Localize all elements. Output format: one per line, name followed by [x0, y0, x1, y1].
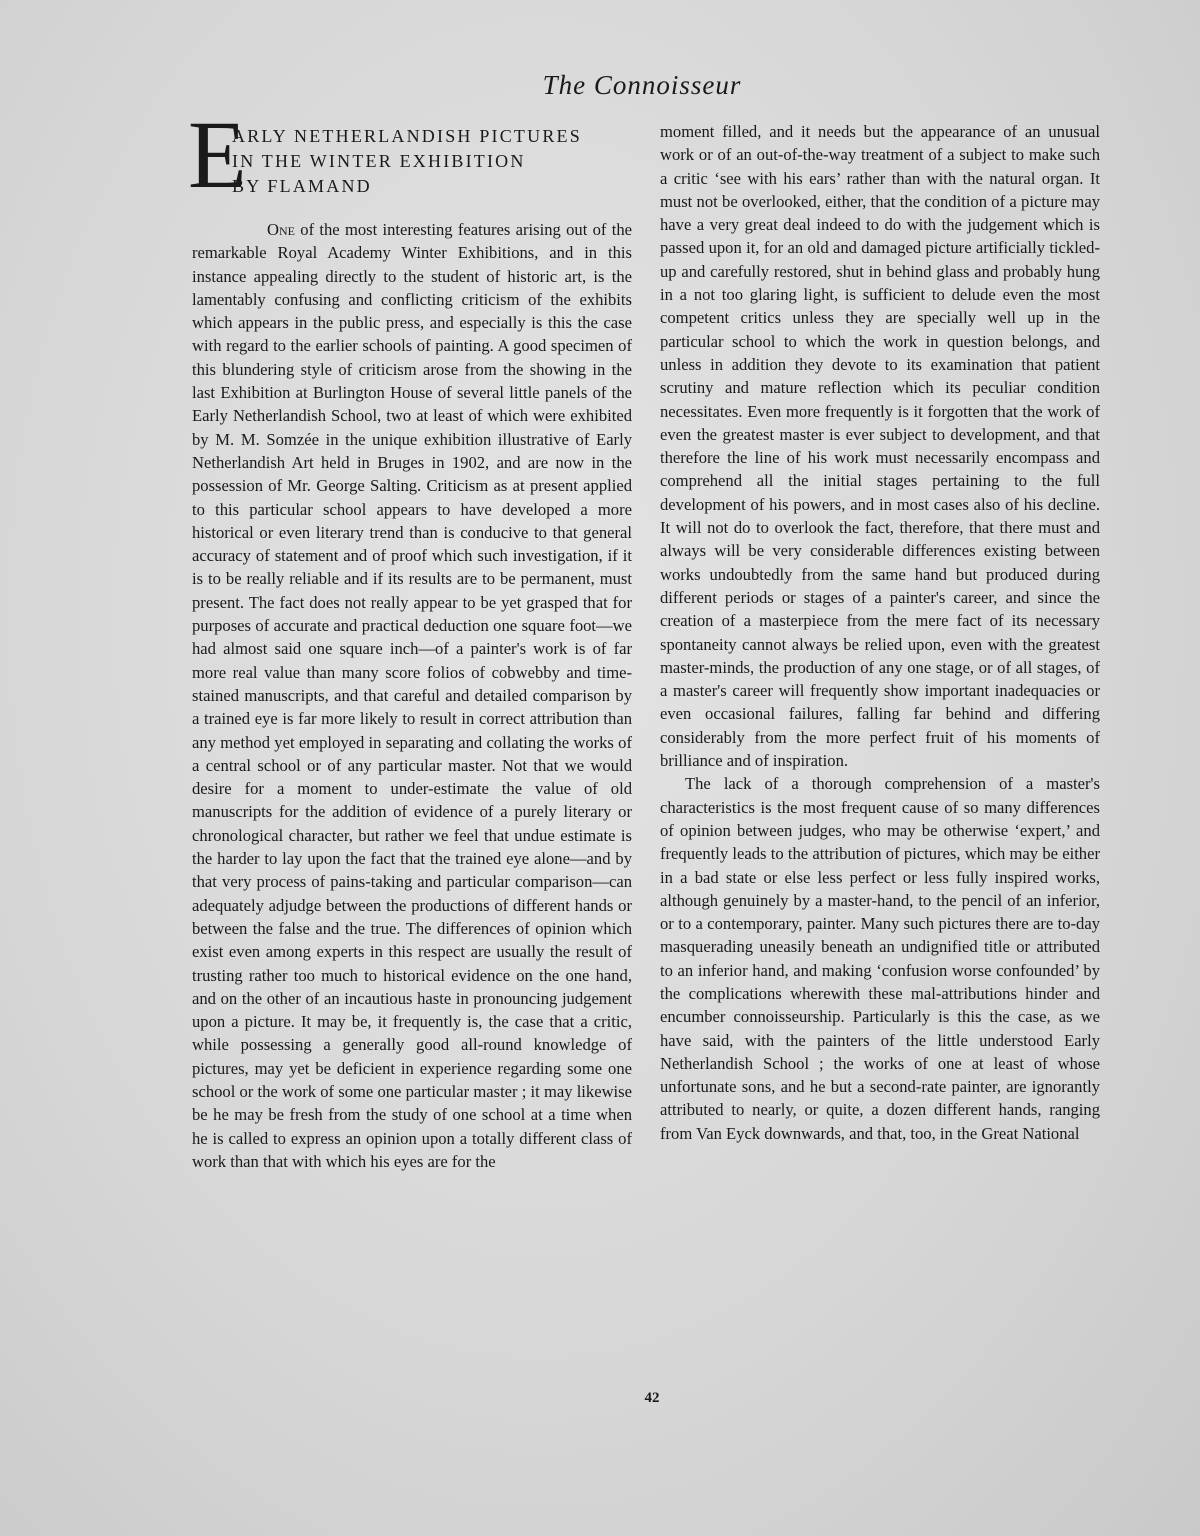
page-number: 42: [644, 1390, 660, 1406]
first-word: One: [267, 220, 295, 239]
left-column: [188, 101, 632, 1173]
title-line-1: ARLY NETHERLANDISH PICTURES: [232, 126, 582, 146]
article-title: [188, 101, 632, 208]
title-line-2: IN THE WINTER EXHIBITION: [232, 151, 526, 171]
paragraph-1-text: of the most interesting features arising out of the remarkable Royal Academy Winter Exhibitions, and in this instance appealing directly to the student of historic art, is the lamentably confusing and conflicting criticism of the exhibits which appears in the public press, and especially is this the case with regard to the earlier schools of painting. A good specimen of this blundering style of criticism arose from the showing in the last Exhibition at Burlington House of several little panels of the Early Netherlandish School, two at least of which were exhibited by M. M. Somzée in the unique exhibition illustrative of Early Netherlandish Art held in Bruges in 1902, and are now in the possession of Mr. George Salting. Criticism as at present applied to this particular school appears to have developed a more historical or even literary trend than is conducive to that general accuracy of statement and of proof which such investigation, if it is to be really reliable and if its results are to be permanent, must present. The fact does not really appear to be yet grasped that for purposes of accurate and practical deduction one square foot—we had almost said one square inch—of a painter's work is of far more real value than many score folios of cobwebby and time-stained manuscripts, and that careful and detailed comparison by a trained eye is far more likely to result in correct attribution than any method yet employed in separating and collating the works of a central school or of any particular master. Not that we would desire for a moment to under-estimate the value of old manuscripts for the addition of evidence of a purely literary or chronological character, but rather we feel that undue estimate is the harder to lay upon the fact that the trained eye alone—and by that very process of pains-taking and particular comparison—can adequately adjudge between the productions of different hands or between the false and the true. The differences of opinion which exist even among experts in this respect are usually the result of trusting rather too much to historical evidence on the one hand, and on the other of an incautious haste in pronouncing judgement upon a picture. It may be, it frequently is, the case that a critic, while possessing a generally good all-round knowledge of pictures, may yet be deficient in experience regarding some one school or the work of some one particular master ; it may likewise be he may be fresh from the study of one school at a time when he is called to express an opinion upon a totally different class of work than that with which his eyes are for the: [192, 220, 632, 1171]
right-column: [660, 120, 1100, 1145]
paragraph-2: The lack of a thorough comprehension of a master's characteristics is the most frequent cause of so many differences of opinion between judges, who may be otherwise ‘expert,’ and frequently leads to the attribution of pictures, which may be either in a bad state or else less perfect or less fully inspired works, although genuinely by a master-hand, to the pencil of an inferior, or to a contemporary, painter. Many such pictures there are to-day masquerading uneasily beneath an undignified title or attributed to an inferior hand, and making ‘confusion worse confounded’ by the complications wherewith these mal-attributions hinder and encumber connoisseurship. Particularly is this the case, as we have said, with the painters of the little understood Early Netherlandish School ; the works of one at least of whose unfortunate sons, and he but a second-rate painter, are ignorantly attributed to nearly, or quite, a dozen different hands, ranging from Van Eyck downwards, and that, too, in the Great National: [660, 774, 1100, 1143]
paragraph-1-left: [192, 218, 632, 1173]
paragraph-1-continued: moment filled, and it needs but the appearance of an unusual work or of an out-of-the-way treatment of a subject to make such a critic ‘see with his ears’ rather than with the natural organ. It must not be overlooked, either, that the condition of a picture may have a very great deal indeed to do with the judgement which is passed upon it, for an old and damaged picture artificially tickled-up and carefully restored, shut in behind glass and probably hung in a not too glaring light, is sufficient to delude even the most competent critics unless they are specially well up in the particular school to which the work in question belongs, and unless in addition they devote to its examination that patient scrutiny and mature reflection which its peculiar condition necessitates. Even more frequently is it forgotten that the work of even the greatest master is ever subject to development, and that therefore the line of his work must necessarily encompass and comprehend all the initial stages pertaining to the full development of his powers, and in most cases also of his decline. It will not do to overlook the fact, therefore, that there must and always will be very considerable differences existing between works undoubtedly from the same hand but produced during different periods or stages of a painter's career, and since the creation of a masterpiece from the mere fact of its necessary spontaneity cannot always be relied upon, even with the greatest master-minds, the production of any one stage, or of all stages, of a master's career will frequently show important inadequacies or even occasional failures, falling far behind and differing considerably from the more perfect fruit of his moments of brilliance and of inspiration.: [660, 122, 1100, 771]
drop-cap: E: [188, 101, 247, 208]
running-title: The Connoisseur: [542, 70, 742, 100]
title-line-3: BY FLAMAND: [232, 176, 372, 196]
title-lines: [232, 124, 582, 199]
